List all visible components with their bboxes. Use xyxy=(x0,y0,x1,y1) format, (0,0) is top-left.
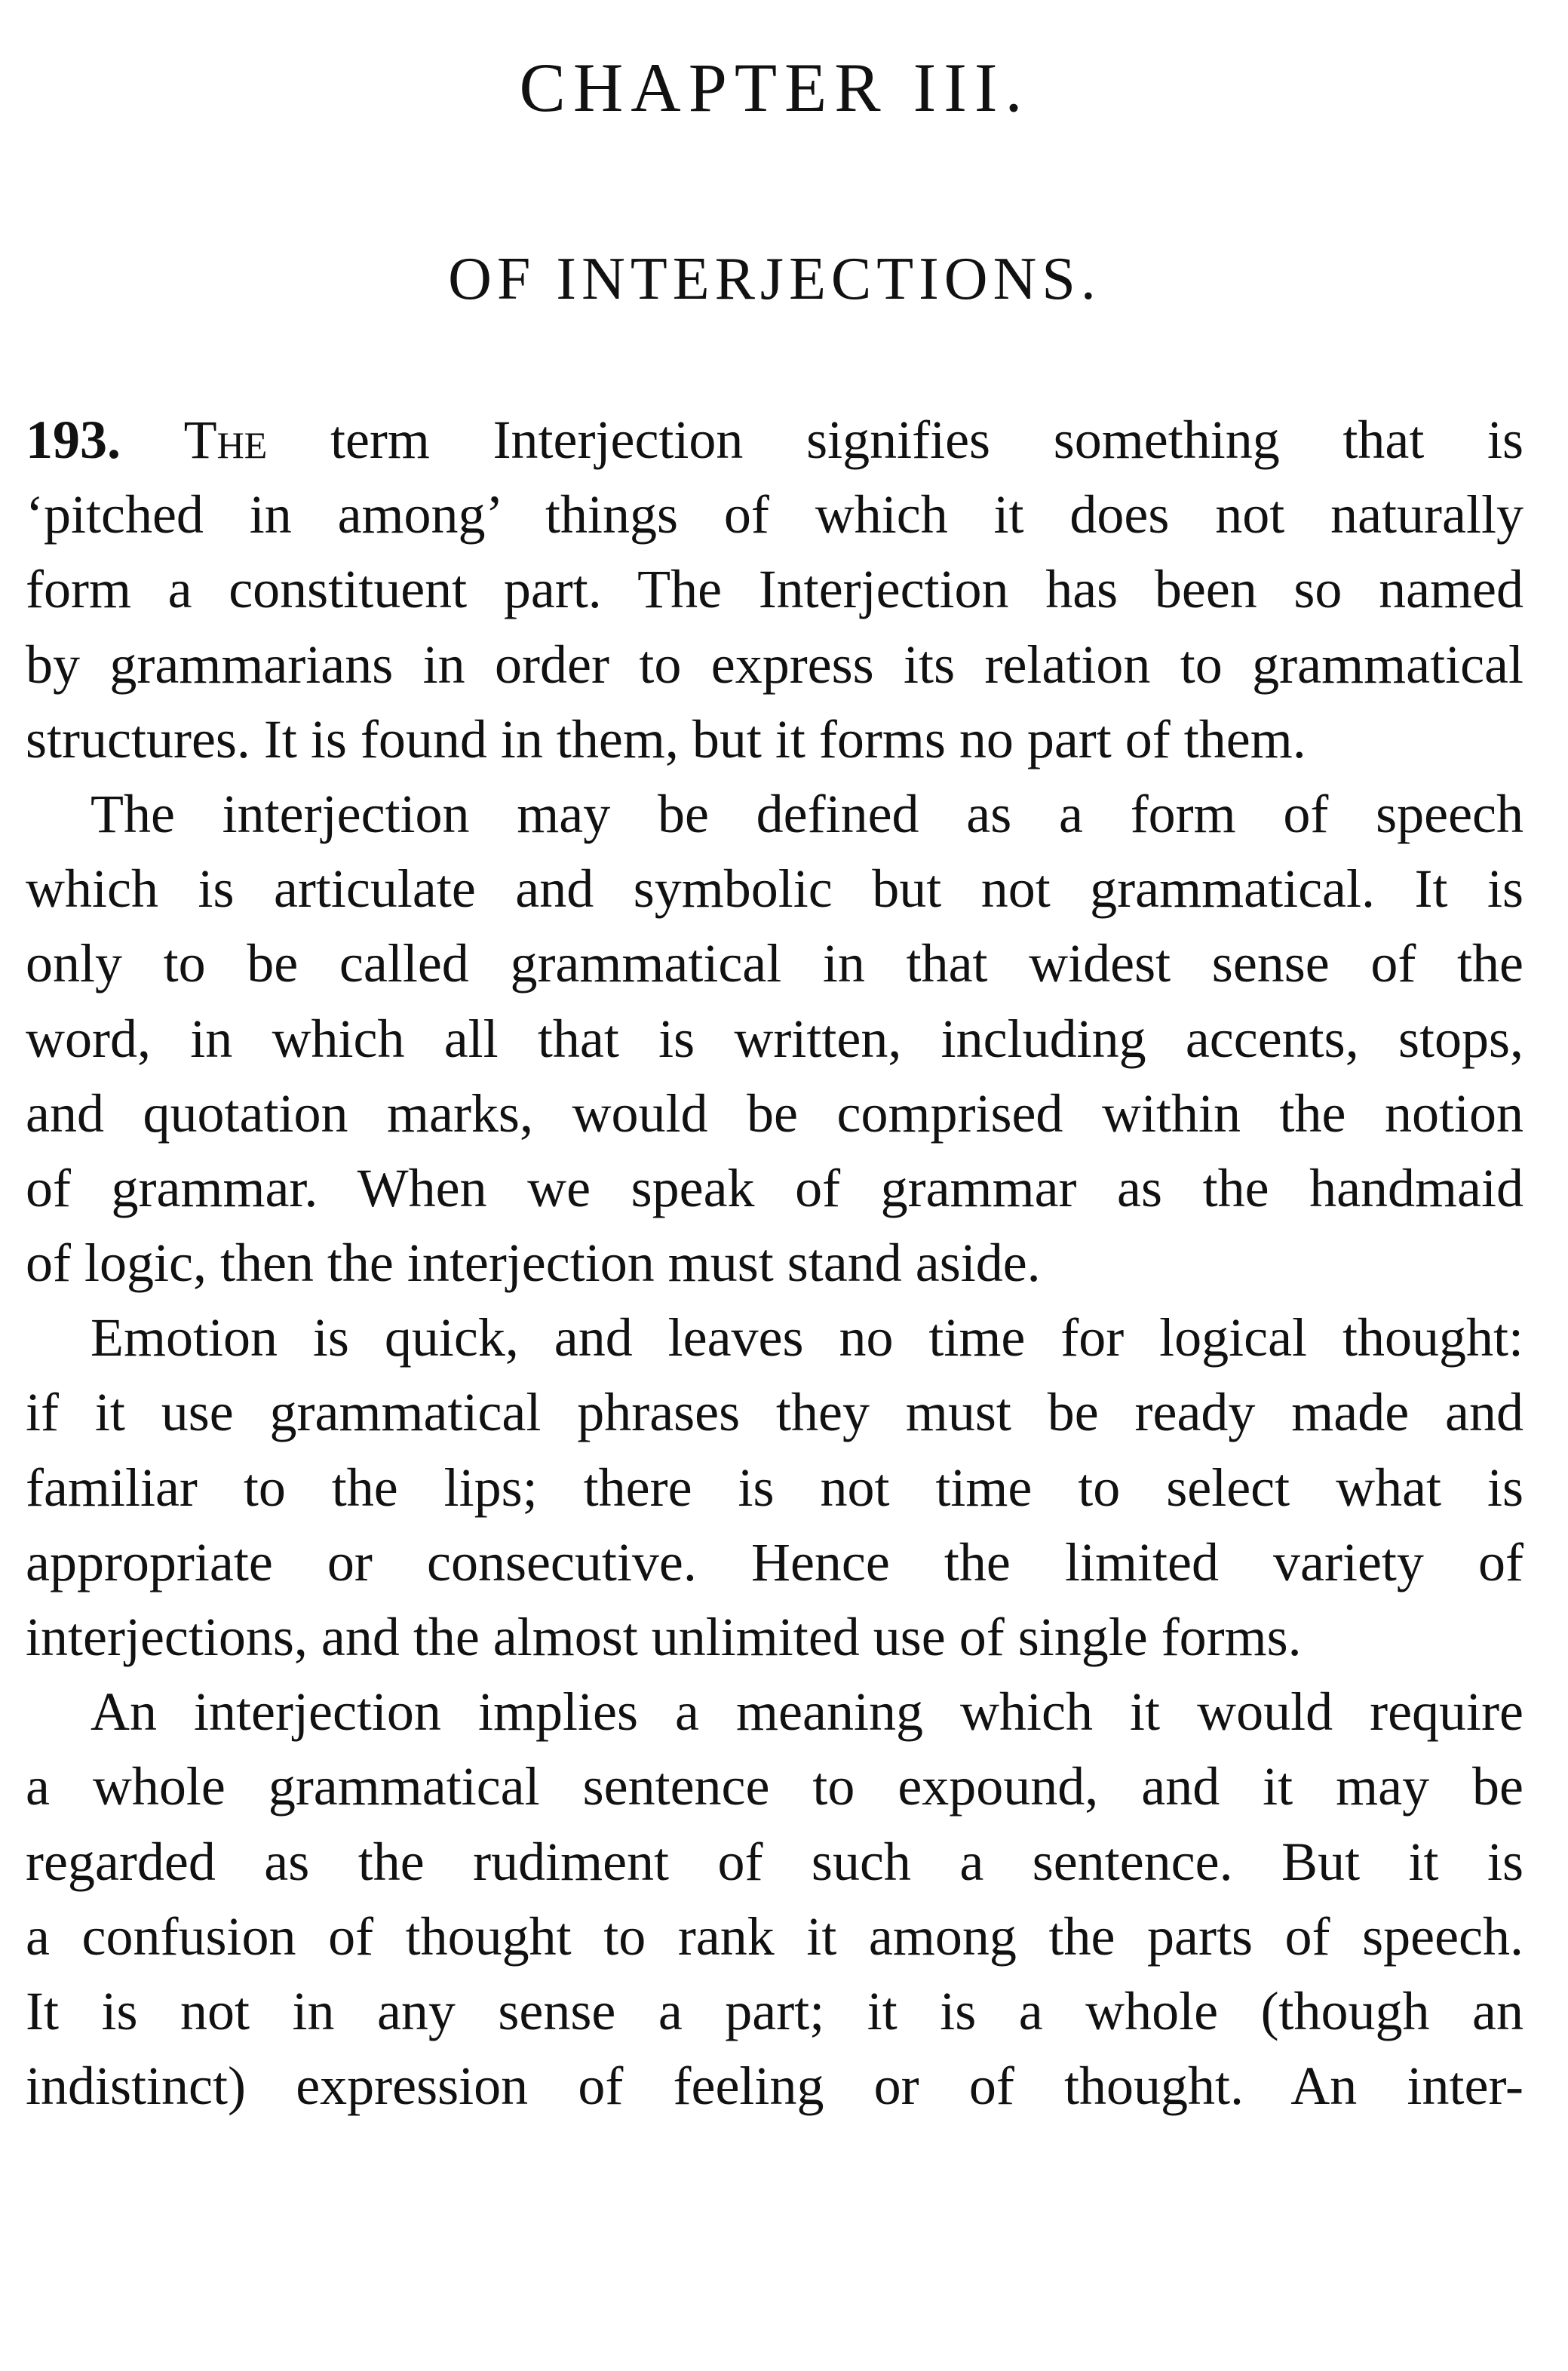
paragraph xyxy=(26,1301,1524,1675)
text-line: familiar to the lips; there is not time to select what is xyxy=(26,1457,1524,1518)
paragraph xyxy=(26,1675,1524,2124)
text-line: appropriate or consecutive. Hence the limited variety of xyxy=(26,1531,1524,1592)
first-word: The xyxy=(183,410,268,470)
text-line: ‘pitched in among’ things of which it does not naturally xyxy=(26,484,1524,545)
text-line: a confusion of thought to rank it among the parts of speech. xyxy=(26,1906,1524,1967)
text-line: by grammarians in order to express its relation to grammatical xyxy=(26,634,1524,695)
text-line: and quotation marks, would be comprised within the notion xyxy=(26,1083,1524,1144)
text-line: An interjection implies a meaning which it would require xyxy=(91,1682,1524,1743)
text-line: word, in which all that is written, including accents, stops, xyxy=(26,1008,1524,1069)
chapter-heading: CHAPTER III. xyxy=(519,49,1030,126)
section-number: 193. xyxy=(26,410,121,470)
text-line: Emotion is quick, and leaves no time for logical thought: xyxy=(91,1307,1524,1368)
text-line: which is articulate and symbolic but not grammatical. It is xyxy=(26,858,1524,920)
text-line: interjections, and the almost unlimited use of single forms. xyxy=(26,1607,1302,1667)
text-line: 193. The term Interjection signifies something that is xyxy=(26,410,1524,470)
chapter-title: OF INTERJECTIONS. xyxy=(448,246,1101,312)
text-line: of logic, then the interjection must stand aside. xyxy=(26,1233,1041,1294)
text-line: regarded as the rudiment of such a sentence. But it is xyxy=(26,1831,1524,1892)
text-line: form a constituent part. The Interjection has been so named xyxy=(26,559,1524,620)
text-line: It is not in any sense a part; it is a whole (though an xyxy=(26,1980,1524,2041)
text-line: The interjection may be defined as a form of speech xyxy=(91,783,1524,844)
paragraph xyxy=(26,777,1524,1301)
body-text xyxy=(26,403,1524,2124)
text-line: if it use grammatical phrases they must be ready made and xyxy=(26,1382,1524,1443)
text-line: indistinct) expression of feeling or of thought. An inter- xyxy=(26,2056,1524,2117)
text-line: of grammar. When we speak of grammar as the handmaid xyxy=(26,1157,1524,1218)
text-line: only to be called grammatical in that widest sense of the xyxy=(26,933,1524,994)
paragraph-193 xyxy=(26,403,1524,777)
text-line: a whole grammatical sentence to expound, and it may be xyxy=(26,1756,1524,1817)
text-line: structures. It is found in them, but it forms no part of them. xyxy=(26,708,1306,769)
